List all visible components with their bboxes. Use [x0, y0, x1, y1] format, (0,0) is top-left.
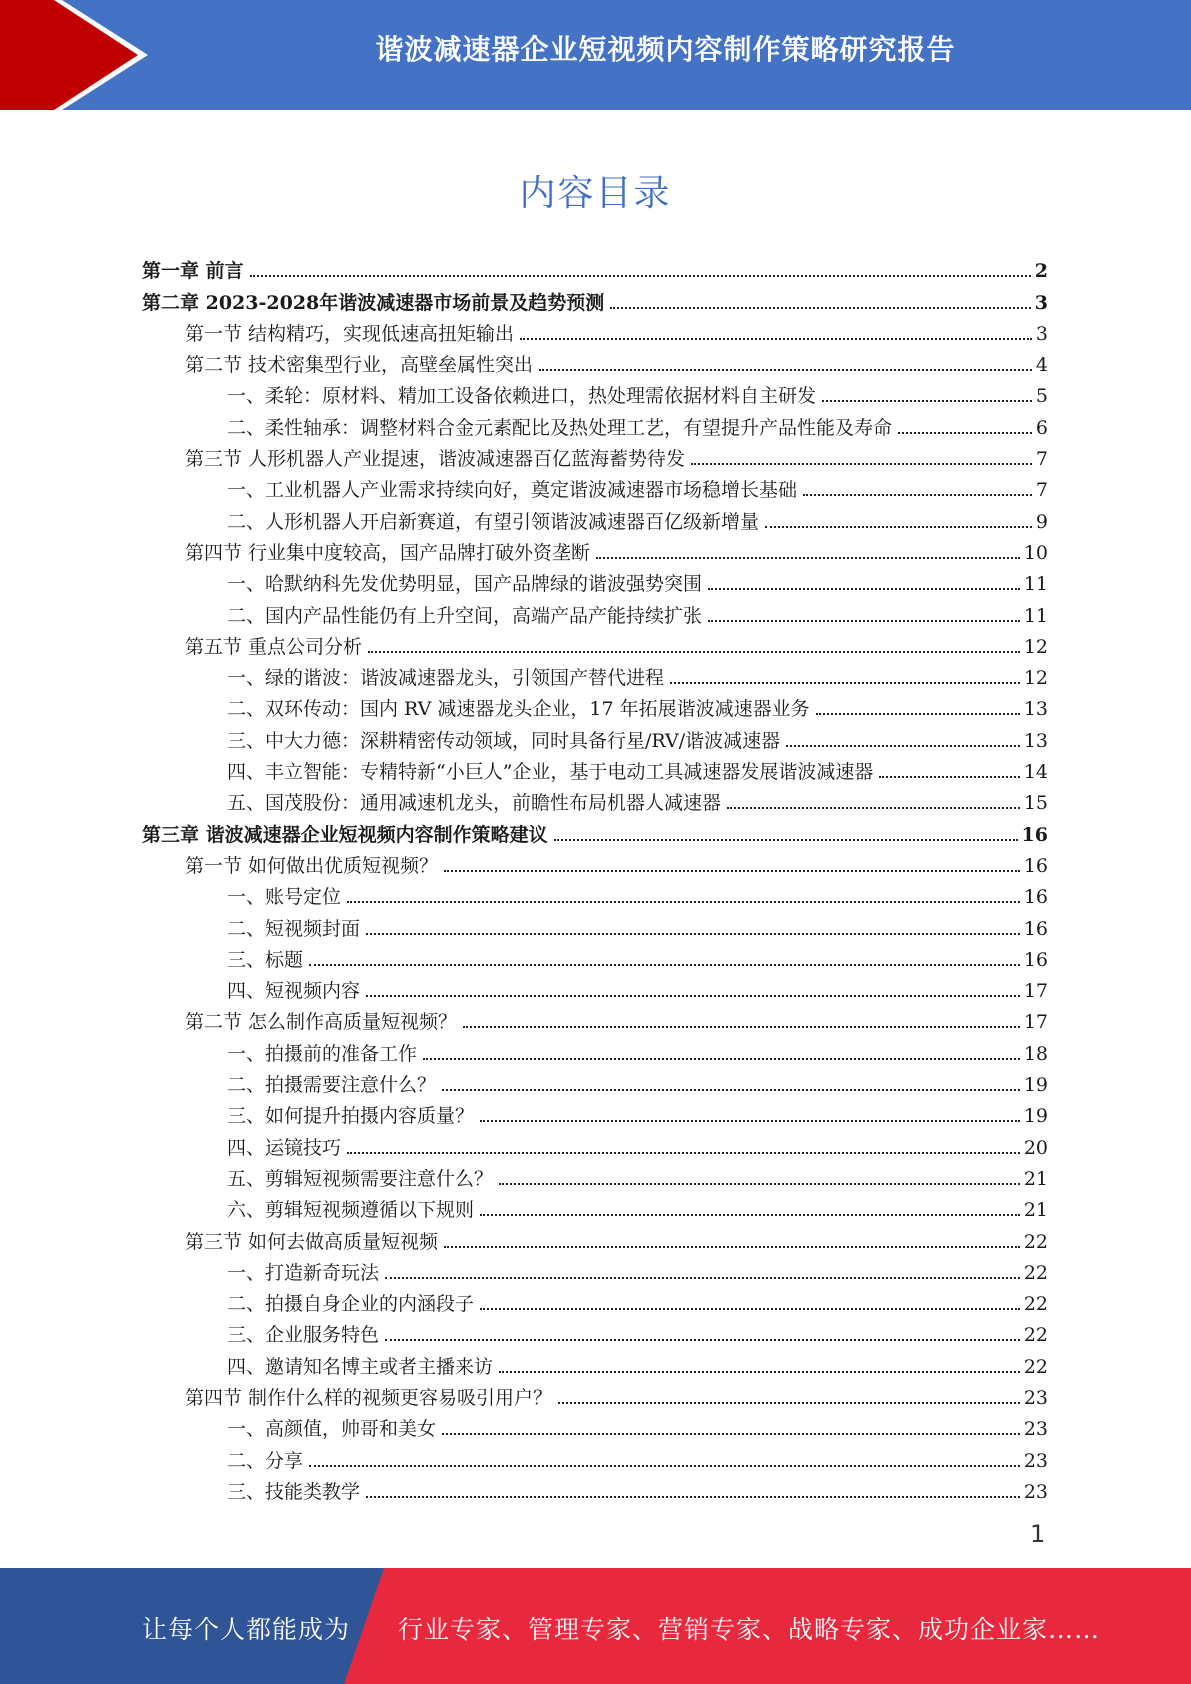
toc-entry-page: 6: [1035, 416, 1048, 439]
toc-entry[interactable]: [142, 1005, 1048, 1036]
toc-entry[interactable]: [142, 661, 1048, 692]
toc-entry-page: 16: [1023, 948, 1048, 971]
toc-entry-title: 四、短视频内容: [227, 980, 361, 1003]
toc-entry-title: 三、标题: [227, 948, 304, 971]
toc-entry[interactable]: [142, 1036, 1048, 1067]
toc-dot-leader: [670, 682, 1020, 684]
toc-dot-leader: [442, 1433, 1020, 1435]
toc-dot-leader: [442, 1089, 1020, 1091]
toc-dot-leader: [250, 275, 1031, 277]
toc-entry[interactable]: [142, 1349, 1048, 1380]
toc-entry-page: 2: [1034, 260, 1048, 283]
toc-entry-page: 18: [1023, 1042, 1048, 1065]
toc-dot-leader: [444, 870, 1020, 872]
toc-dot-leader: [708, 588, 1020, 590]
toc-entry[interactable]: [142, 786, 1048, 817]
toc-dot-leader: [480, 1120, 1020, 1122]
toc-dot-leader: [499, 1371, 1020, 1373]
toc-entry-title: 三、企业服务特色: [227, 1324, 380, 1347]
toc-entry[interactable]: [142, 1318, 1048, 1349]
toc-dot-leader: [347, 901, 1020, 903]
toc-entry[interactable]: [142, 630, 1048, 661]
toc-entry-title: 第四节 制作什么样的视频更容易吸引用户？: [185, 1386, 553, 1409]
toc-entry[interactable]: [142, 1287, 1048, 1318]
toc-entry-page: 23: [1023, 1418, 1048, 1441]
toc-entry[interactable]: [142, 1162, 1048, 1193]
toc-entry-page: 13: [1023, 698, 1048, 721]
toc-entry[interactable]: [142, 1443, 1048, 1474]
toc-entry-title: 二、短视频封面: [227, 917, 361, 940]
toc-dot-leader: [444, 1246, 1020, 1248]
toc-dot-leader: [610, 307, 1031, 309]
toc-entry[interactable]: [142, 504, 1048, 535]
toc-dot-leader: [691, 463, 1032, 465]
toc-entry-page: 22: [1023, 1355, 1048, 1378]
toc-entry-title: 一、拍摄前的准备工作: [227, 1042, 418, 1065]
toc-entry-title: 二、拍摄自身企业的内涵段子: [227, 1293, 475, 1316]
toc-entry-page: 22: [1023, 1261, 1048, 1284]
toc-entry-title: 四、丰立智能：专精特新“小巨人”企业，基于电动工具减速器发展谐波减速器: [227, 761, 874, 784]
toc-entry-page: 20: [1023, 1136, 1048, 1159]
toc-dot-leader: [309, 964, 1020, 966]
toc-dot-leader: [480, 1308, 1020, 1310]
toc-entry-title: 二、双环传动：国内 RV 减速器龙头企业，17 年拓展谐波减速器业务: [227, 698, 810, 721]
toc-entry[interactable]: [142, 817, 1048, 848]
toc-entry[interactable]: [142, 880, 1048, 911]
toc-entry[interactable]: [142, 1475, 1048, 1506]
toc-entry-page: 9: [1035, 510, 1048, 533]
page-number: 1: [1030, 1520, 1046, 1548]
toc-entry[interactable]: [142, 1068, 1048, 1099]
toc-dot-leader: [385, 1277, 1020, 1279]
toc-dot-leader: [786, 745, 1020, 747]
toc-entry-page: 4: [1035, 354, 1048, 377]
toc-entry-page: 16: [1021, 823, 1048, 846]
toc-entry[interactable]: [142, 849, 1048, 880]
toc-dot-leader: [347, 1152, 1020, 1154]
toc-entry[interactable]: [142, 379, 1048, 410]
toc-dot-leader: [366, 1496, 1020, 1498]
toc-entry-title: 三、技能类教学: [227, 1480, 361, 1503]
footer-banner: [0, 1568, 1191, 1684]
toc-entry[interactable]: [142, 1224, 1048, 1255]
toc-entry-page: 3: [1035, 322, 1048, 345]
toc-dot-leader: [879, 776, 1019, 778]
toc-entry[interactable]: [142, 285, 1048, 316]
toc-entry-page: 12: [1023, 635, 1048, 658]
toc-entry-title: 二、人形机器人开启新赛道，有望引领谐波减速器百亿级新增量: [227, 510, 760, 533]
toc-entry-title: 一、哈默纳科先发优势明显，国产品牌绿的谐波强势突围: [227, 573, 703, 596]
toc-entry-title: 第三章 谐波减速器企业短视频内容制作策略建议: [142, 823, 548, 846]
toc-entry[interactable]: [142, 943, 1048, 974]
footer-slogan-left: 让每个人都能成为: [142, 1615, 351, 1644]
toc-entry-title: 一、打造新奇玩法: [227, 1261, 380, 1284]
toc-entry-title: 第三节 如何去做高质量短视频: [185, 1230, 439, 1253]
toc-entry[interactable]: [142, 598, 1048, 629]
toc-entry[interactable]: [142, 974, 1048, 1005]
footer-slogan-right: 行业专家、管理专家、营销专家、战略专家、成功企业家……: [398, 1615, 1101, 1644]
toc-entry-page: 14: [1023, 761, 1048, 784]
toc-entry-page: 23: [1023, 1480, 1048, 1503]
toc-dot-leader: [765, 526, 1032, 528]
toc-dot-leader: [385, 1339, 1020, 1341]
toc-dot-leader: [463, 1026, 1020, 1028]
toc-entry[interactable]: [142, 410, 1048, 441]
toc-entry[interactable]: [142, 1193, 1048, 1224]
toc-entry-title: 四、邀请知名博主或者主播来访: [227, 1355, 494, 1378]
toc-dot-leader: [803, 494, 1032, 496]
toc-dot-leader: [708, 620, 1020, 622]
toc-dot-leader: [499, 1183, 1020, 1185]
toc-dot-leader: [822, 400, 1032, 402]
toc-entry-title: 一、绿的谐波：谐波减速器龙头，引领国产替代进程: [227, 667, 665, 690]
toc-entry-page: 12: [1023, 667, 1048, 690]
toc-entry[interactable]: [142, 473, 1048, 504]
toc-entry-title: 二、拍摄需要注意什么？: [227, 1074, 437, 1097]
toc-entry-page: 11: [1023, 573, 1048, 596]
toc-entry-page: 16: [1023, 917, 1048, 940]
toc-entry-page: 23: [1023, 1449, 1048, 1472]
toc-dot-leader: [309, 1465, 1020, 1467]
toc-entry-title: 一、账号定位: [227, 886, 342, 909]
toc-entry-title: 五、国茂股份：通用减速机龙头，前瞻性布局机器人减速器: [227, 792, 722, 815]
toc-dot-leader: [366, 933, 1020, 935]
toc-entry-title: 一、高颜值，帅哥和美女: [227, 1418, 437, 1441]
toc-entry[interactable]: [142, 1099, 1048, 1130]
header-banner: [0, 0, 1191, 110]
toc-entry[interactable]: [142, 348, 1048, 379]
toc-entry-page: 15: [1023, 792, 1048, 815]
toc-entry-page: 16: [1023, 854, 1048, 877]
toc-entry[interactable]: [142, 567, 1048, 598]
toc-entry-title: 四、运镜技巧: [227, 1136, 342, 1159]
toc-entry-title: 第一章 前言: [142, 260, 244, 283]
toc-dot-leader: [539, 369, 1032, 371]
toc-dot-leader: [368, 651, 1020, 653]
toc-dot-leader: [816, 713, 1020, 715]
toc-heading: 内容目录: [519, 173, 672, 214]
toc-entry-page: 19: [1023, 1074, 1048, 1097]
toc-entry[interactable]: [142, 911, 1048, 942]
toc-dot-leader: [558, 1402, 1020, 1404]
toc-entry-page: 17: [1023, 1011, 1048, 1034]
toc-entry-title: 第一节 如何做出优质短视频？: [185, 854, 439, 877]
toc-entry[interactable]: [142, 317, 1048, 348]
toc-entry-title: 五、剪辑短视频需要注意什么？: [227, 1167, 494, 1190]
toc-entry-page: 22: [1023, 1230, 1048, 1253]
toc-entry-title: 一、工业机器人产业需求持续向好，奠定谐波减速器市场稳增长基础: [227, 479, 798, 502]
toc-entry[interactable]: [142, 723, 1048, 754]
toc-dot-leader: [596, 557, 1020, 559]
toc-entry[interactable]: [142, 1381, 1048, 1412]
toc-entry-title: 二、分享: [227, 1449, 304, 1472]
toc-entry-page: 5: [1035, 385, 1048, 408]
table-of-contents: [142, 254, 1048, 1506]
toc-entry[interactable]: [142, 1412, 1048, 1443]
toc-entry-page: 21: [1023, 1199, 1048, 1222]
toc-entry-page: 22: [1023, 1293, 1048, 1316]
toc-entry-page: 16: [1023, 886, 1048, 909]
toc-entry-title: 二、国内产品性能仍有上升空间，高端产品产能持续扩张: [227, 604, 703, 627]
toc-dot-leader: [727, 807, 1020, 809]
toc-entry-page: 13: [1023, 729, 1048, 752]
toc-entry[interactable]: [142, 1256, 1048, 1287]
toc-entry-title: 三、中大力德：深耕精密传动领域，同时具备行星/RV/谐波减速器: [227, 729, 781, 752]
toc-entry[interactable]: [142, 755, 1048, 786]
toc-entry[interactable]: [142, 1130, 1048, 1161]
toc-entry[interactable]: [142, 442, 1048, 473]
toc-dot-leader: [554, 839, 1018, 841]
toc-dot-leader: [366, 995, 1020, 997]
toc-entry-title: 六、剪辑短视频遵循以下规则: [227, 1199, 475, 1222]
toc-dot-leader: [520, 338, 1032, 340]
toc-entry-page: 17: [1023, 980, 1048, 1003]
toc-entry[interactable]: [142, 536, 1048, 567]
toc-entry-page: 23: [1023, 1386, 1048, 1409]
toc-entry-title: 第三节 人形机器人产业提速，谐波减速器百亿蓝海蓄势待发: [185, 448, 686, 471]
toc-dot-leader: [480, 1214, 1020, 1216]
report-title: 谐波减速器企业短视频内容制作策略研究报告: [375, 33, 956, 66]
toc-entry-page: 21: [1023, 1167, 1048, 1190]
toc-entry-page: 19: [1023, 1105, 1048, 1128]
toc-entry-title: 第二节 怎么制作高质量短视频？: [185, 1011, 458, 1034]
toc-entry[interactable]: [142, 692, 1048, 723]
toc-entry[interactable]: [142, 254, 1048, 285]
toc-entry-title: 第二节 技术密集型行业，高壁垒属性突出: [185, 354, 534, 377]
toc-dot-leader: [423, 1058, 1020, 1060]
toc-entry-page: 7: [1035, 479, 1048, 502]
toc-entry-title: 第四节 行业集中度较高，国产品牌打破外资垄断: [185, 541, 591, 564]
toc-entry-page: 3: [1034, 291, 1048, 314]
toc-entry-page: 7: [1035, 448, 1048, 471]
toc-dot-leader: [898, 432, 1032, 434]
toc-entry-title: 第一节 结构精巧，实现低速高扭矩输出: [185, 322, 515, 345]
toc-entry-title: 三、如何提升拍摄内容质量？: [227, 1105, 475, 1128]
toc-entry-page: 10: [1023, 541, 1048, 564]
toc-entry-title: 二、柔性轴承：调整材料合金元素配比及热处理工艺，有望提升产品性能及寿命: [227, 416, 893, 439]
toc-entry-title: 一、柔轮：原材料、精加工设备依赖进口，热处理需依据材料自主研发: [227, 385, 817, 408]
toc-entry-title: 第二章 2023-2028年谐波减速器市场前景及趋势预测: [142, 291, 605, 314]
toc-entry-title: 第五节 重点公司分析: [185, 635, 363, 658]
toc-entry-page: 11: [1023, 604, 1048, 627]
toc-entry-page: 22: [1023, 1324, 1048, 1347]
